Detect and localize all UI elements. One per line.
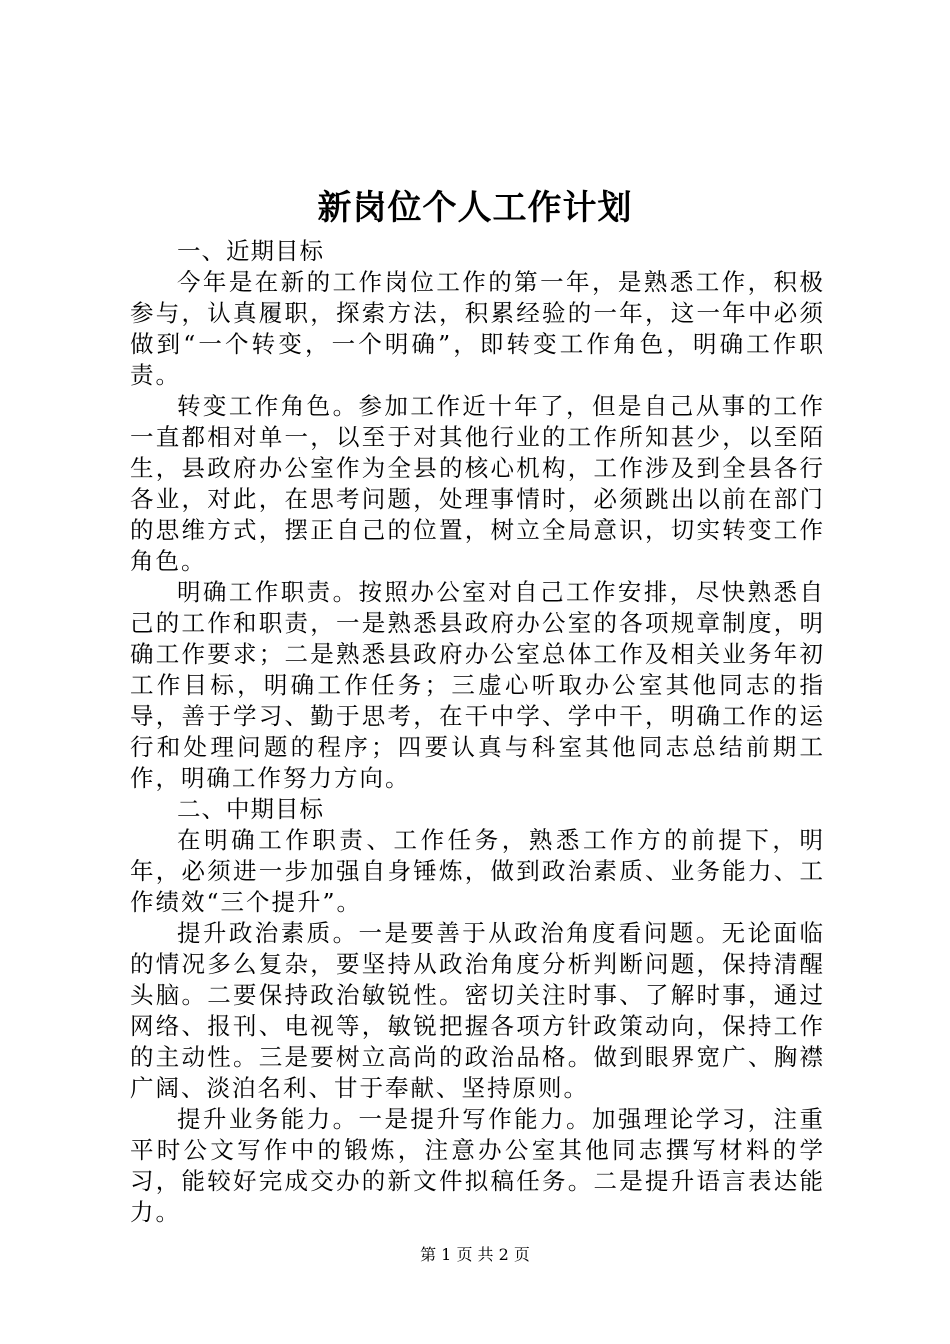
page-footer: 第 1 页 共 2 页	[420, 1245, 530, 1264]
paragraph-intro: 今年是在新的工作岗位工作的第一年，是熟悉工作，积极参与，认真履职，探索方法，积累经验的一年，这一年中必须做到“一个转变，一个明确”，即转变工作角色，明确工作职责。	[130, 268, 825, 389]
paragraph-mid-term-intro: 在明确工作职责、工作任务，熟悉工作方的前提下，明年，必须进一步加强自身锤炼，做到政治素质、业务能力、工作绩效“三个提升”。	[130, 826, 825, 916]
paragraph-role-change: 转变工作角色。参加工作近十年了，但是自己从事的工作一直都相对单一，以至于对其他行业的工作所知甚少，以至陌生，县政府办公室作为全县的核心机构，工作涉及到全县各行各业，对此，在思考问题，处理事情时，必须跳出以前在部门的思维方式，摆正自己的位置，树立全局意识，切实转变工作角色。	[130, 392, 825, 575]
document-body	[130, 236, 825, 1228]
paragraph-business-ability: 提升业务能力。一是提升写作能力。加强理论学习，注重平时公文写作中的锻炼，注意办公室其他同志撰写材料的学习，能较好完成交办的新文件拟稿任务。二是提升语言表达能力。	[130, 1105, 825, 1226]
document-title: 新岗位个人工作计划	[317, 188, 633, 228]
section-heading-mid-term: 二、中期目标	[177, 795, 324, 823]
section-heading-near-term: 一、近期目标	[177, 237, 324, 265]
paragraph-political-quality: 提升政治素质。一是要善于从政治角度看问题。无论面临的情况多么复杂，要坚持从政治角度分析判断问题，保持清醒头脑。二要保持政治敏锐性。密切关注时事、了解时事，通过网络、报刊、电视等，敏锐把握各项方针政策动向，保持工作的主动性。三是要树立高尚的政治品格。做到眼界宽广、胸襟广阔、淡泊名利、甘于奉献、坚持原则。	[130, 919, 825, 1102]
paragraph-duties: 明确工作职责。按照办公室对自己工作安排，尽快熟悉自己的工作和职责，一是熟悉县政府办公室的各项规章制度，明确工作要求；二是熟悉县政府办公室总体工作及相关业务年初工作目标，明确工作任务；三虚心听取办公室其他同志的指导，善于学习、勤于思考，在干中学、学中干，明确工作的运行和处理问题的程序；四要认真与科室其他同志总结前期工作，明确工作努力方向。	[130, 578, 825, 792]
